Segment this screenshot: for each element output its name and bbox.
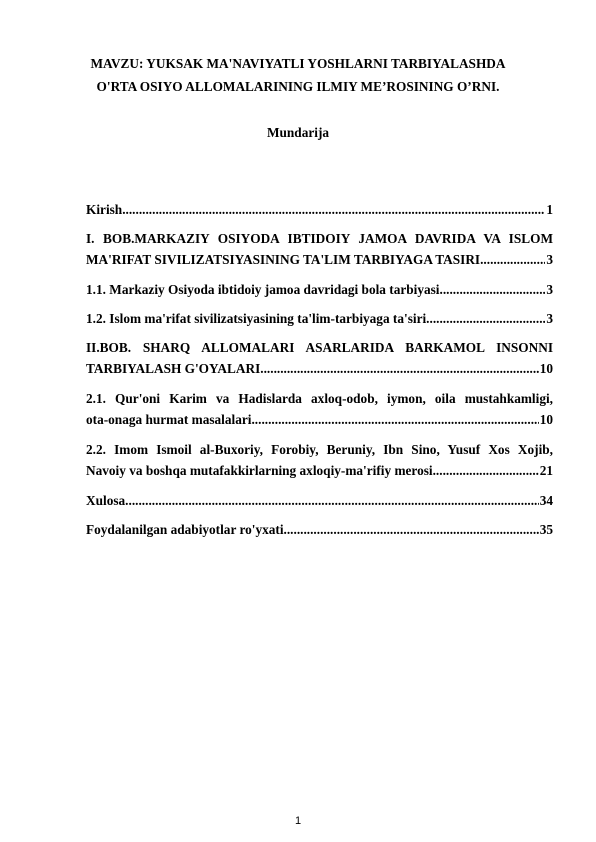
toc-entry-title: TARBIYALASH G'OYALARI bbox=[86, 361, 261, 376]
dot-leader bbox=[122, 199, 545, 220]
title-line: O'RTA OSIYO ALLOMALARINING ILMIY ME’ROSINING O’RNI. bbox=[96, 79, 500, 94]
toc-entry-line: II.BOB. SHARQ ALLOMALARI ASARLARIDA BARKAMOL INSONNI bbox=[86, 340, 553, 355]
toc-page-number: 35 bbox=[539, 522, 553, 537]
toc-entry-line bbox=[86, 460, 553, 481]
dot-leader bbox=[433, 460, 539, 481]
toc-page-number: 3 bbox=[546, 282, 553, 297]
toc-entry[interactable] bbox=[86, 439, 553, 481]
toc-entry-line bbox=[86, 519, 553, 540]
toc-entry-line: I. BOB.MARKAZIY OSIYODA IBTIDOIY JAMOA DAVRIDA VA ISLOM bbox=[86, 231, 553, 246]
toc-entry[interactable] bbox=[86, 490, 553, 511]
contents-heading: Mundarija bbox=[266, 125, 330, 140]
toc-entry-title: Navoiy va boshqa mutafakkirlarning axloqiy-ma'rifiy merosi bbox=[86, 463, 433, 478]
toc-entry-line bbox=[86, 199, 553, 220]
toc-entry[interactable] bbox=[86, 519, 553, 540]
toc-entry-title: ota-onaga hurmat masalalari bbox=[86, 412, 252, 427]
dot-leader bbox=[125, 490, 539, 511]
toc-entry-line bbox=[86, 308, 553, 329]
page-number: 1 bbox=[294, 815, 302, 827]
dot-leader bbox=[284, 519, 539, 540]
toc-entry-line bbox=[86, 490, 553, 511]
table-of-contents bbox=[86, 199, 553, 548]
toc-page-number: 10 bbox=[539, 412, 553, 427]
toc-entry-title: MA'RIFAT SIVILIZATSIYASINING TA'LIM TARBIYAGA TASIRI bbox=[86, 252, 481, 267]
toc-entry-title: Kirish bbox=[86, 202, 123, 217]
toc-page-number: 1 bbox=[546, 202, 553, 217]
dot-leader bbox=[426, 308, 545, 329]
toc-entry[interactable] bbox=[86, 199, 553, 220]
toc-entry-line: 2.1. Qur'oni Karim va Hadislarda axloq-odob, iymon, oila mustahkamligi, bbox=[86, 391, 553, 406]
toc-entry-line bbox=[86, 358, 553, 379]
toc-page-number: 21 bbox=[539, 463, 553, 478]
toc-entry[interactable] bbox=[86, 308, 553, 329]
toc-entry[interactable] bbox=[86, 279, 553, 300]
document-title bbox=[70, 52, 526, 98]
toc-entry-title: Xulosa bbox=[86, 493, 126, 508]
toc-page-number: 3 bbox=[546, 311, 553, 326]
toc-entry-line bbox=[86, 279, 553, 300]
toc-entry[interactable] bbox=[86, 228, 553, 270]
dot-leader bbox=[440, 279, 546, 300]
dot-leader bbox=[480, 249, 545, 270]
toc-entry-line: 2.2. Imom Ismoil al-Buxoriy, Forobiy, Beruniy, Ibn Sino, Yusuf Xos Xojib, bbox=[86, 442, 553, 457]
toc-entry[interactable] bbox=[86, 388, 553, 430]
toc-entry-title: 1.1. Markaziy Osiyoda ibtidoiy jamoa davridagi bola tarbiyasi bbox=[86, 282, 440, 297]
toc-entry-line bbox=[86, 249, 553, 270]
dot-leader bbox=[260, 358, 538, 379]
toc-page-number: 3 bbox=[546, 252, 553, 267]
toc-entry-title: Foydalanilgan adabiyotlar ro'yxati bbox=[86, 522, 284, 537]
toc-page-number: 34 bbox=[539, 493, 553, 508]
toc-page-number: 10 bbox=[539, 361, 553, 376]
toc-entry-title: 1.2. Islom ma'rifat sivilizatsiyasining ta'lim-tarbiyaga ta'siri bbox=[86, 311, 427, 326]
toc-entry-line bbox=[86, 409, 553, 430]
toc-entry[interactable] bbox=[86, 337, 553, 379]
title-line: MAVZU: YUKSAK MA'NAVIYATLI YOSHLARNI TARBIYALASHDA bbox=[90, 56, 506, 71]
dot-leader bbox=[251, 409, 538, 430]
